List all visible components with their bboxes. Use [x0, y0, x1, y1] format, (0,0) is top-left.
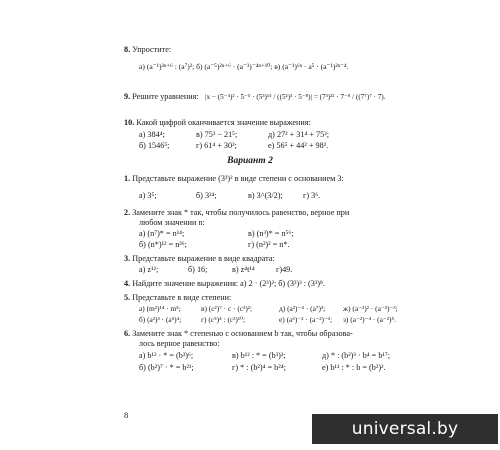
task-text: Найдите значение выражения: а) 2 · (2³)²; б) (3³)³ : (3³)⁸. [132, 279, 325, 288]
task-text: Представьте выражение (3³)² в виде степени с основанием 3: [132, 174, 344, 183]
v2-task-2-line2: любом значении n: [139, 218, 205, 227]
task-10-opt-g: г) 61⁴ + 30²; [196, 141, 237, 150]
task-text: Какой цифрой оканчивается значение выражения: [136, 118, 311, 127]
v2-task-5-opt-g: г) (c⁵)⁴ : (c²)¹⁰; [201, 315, 246, 324]
task-8-header [124, 45, 171, 55]
v2-task-5-opt-e: е) (a⁶)⁻² · (a⁻²)⁻³; [279, 315, 333, 324]
task-number: 1. [124, 174, 131, 183]
task-10-opt-d: д) 27² + 31⁴ + 75²; [268, 130, 329, 139]
v2-task-3-opt-g: г)49. [276, 265, 293, 274]
task-text: Упростите: [132, 45, 172, 54]
task-10-opt-e: е) 56⁵ + 44² + 98². [268, 141, 329, 150]
v2-task-3-header [124, 254, 275, 264]
page-number: 8 [124, 410, 129, 420]
task-9-equation: |x − (5⁻⁴)² · 5⁻⁵ · (5³)¹⁵ / ((5²)³ · 5⁻⁸)| = (7³)²² · 7⁻⁸ / ((7⁷)⁷ · 7). [205, 93, 386, 101]
v2-task-4-header [124, 279, 325, 289]
task-number: 10. [124, 118, 135, 127]
task-number: 2. [124, 208, 131, 217]
v2-task-3-opt-v: в) z⁴t¹⁴ [232, 265, 255, 274]
variant-title: Вариант 2 [227, 156, 273, 166]
v2-task-1-opt-b: б) 3²⁴; [196, 191, 217, 200]
v2-task-5-opt-d: д) (a³)⁻⁴ · (a⁷)³; [279, 304, 326, 313]
task-number: 4. [124, 279, 131, 288]
v2-task-6-line2: лось верное равенство: [139, 339, 220, 348]
v2-task-2-opt-g: г) (n²)² = n*. [248, 240, 290, 249]
task-10-opt-a: а) 384⁴; [139, 130, 165, 139]
v2-task-6-opt-b: б) (b²)⁷ · * = b²¹; [139, 363, 194, 372]
v2-task-2-opt-b: б) (n*)¹² = n³⁶; [139, 240, 187, 249]
v2-task-5-opt-b: б) (a²)³ · (a⁵)⁴; [139, 315, 182, 324]
v2-task-5-header [124, 293, 231, 303]
v2-task-1-header [124, 174, 344, 184]
task-number: 3. [124, 254, 131, 263]
task-text: Замените знак * степенью с основанием b так, чтобы образова- [132, 329, 353, 338]
v2-task-6-opt-v: в) b¹² : * = (b³)³; [232, 351, 286, 360]
v2-task-5-opt-z: з) (a⁻²)⁻⁴ · (a⁻²)⁵. [343, 315, 396, 324]
task-text: Решите уравнения: [132, 92, 199, 101]
v2-task-5-opt-v: в) (c²)⁷ · c · (c³)²; [201, 304, 253, 313]
v2-task-6-opt-g: г) * : (b²)⁴ = b²⁴; [232, 363, 286, 372]
v2-task-1-opt-v: в) 3^(3/2); [248, 191, 283, 200]
task-10-opt-b: б) 1546⁵; [139, 141, 170, 150]
v2-task-2-opt-v: в) (n³)* = n⁵⁶; [248, 229, 294, 238]
task-text: Представьте в виде степени: [132, 293, 232, 302]
v2-task-1-opt-g: г) 3⁶. [303, 191, 321, 200]
watermark-banner: universal.by [312, 414, 498, 444]
v2-task-6-header [124, 329, 353, 339]
task-8-options: а) (a⁻¹)³ⁿ⁺⁶ : (a⁷)²; б) (a⁻⁵)²ⁿ⁺⁶ · (a⁻³)⁻⁴ⁿ⁺¹⁰; в) (a⁻¹)⁶ⁿ · a⁵ · (a⁻¹)²ⁿ⁻⁴. [139, 62, 349, 71]
v2-task-6-opt-e: е) b¹¹ : * : b = (b²)². [322, 363, 386, 372]
v2-task-1-opt-a: а) 3⁵; [139, 191, 157, 200]
v2-task-3-opt-a: а) z¹²; [139, 265, 159, 274]
task-9-header [124, 92, 199, 102]
task-text: Представьте выражение в виде квадрата: [132, 254, 275, 263]
v2-task-2-opt-a: а) (n⁷)* = n¹⁴; [139, 229, 185, 238]
v2-task-3-opt-b: б) 16; [188, 265, 208, 274]
v2-task-5-opt-zh: ж) (a⁻²)² · (a⁻³)⁻³; [343, 304, 398, 313]
task-text: Замените знак * так, чтобы получилось равенство, верное при [132, 208, 350, 217]
task-number: 5. [124, 293, 131, 302]
task-10-opt-v: в) 75³ − 21⁵; [196, 130, 238, 139]
v2-task-6-opt-a: а) b¹² · * = (b³)⁶; [139, 351, 194, 360]
task-number: 9. [124, 92, 131, 101]
v2-task-2-header [124, 208, 349, 218]
task-number: 6. [124, 329, 131, 338]
task-number: 8. [124, 45, 131, 54]
task-10-header [124, 118, 311, 128]
v2-task-6-opt-d: д) * : (b²)³ · b⁴ = b¹⁷; [322, 351, 391, 360]
v2-task-5-opt-a: а) (m²)¹⁴ · m⁵; [139, 304, 181, 313]
